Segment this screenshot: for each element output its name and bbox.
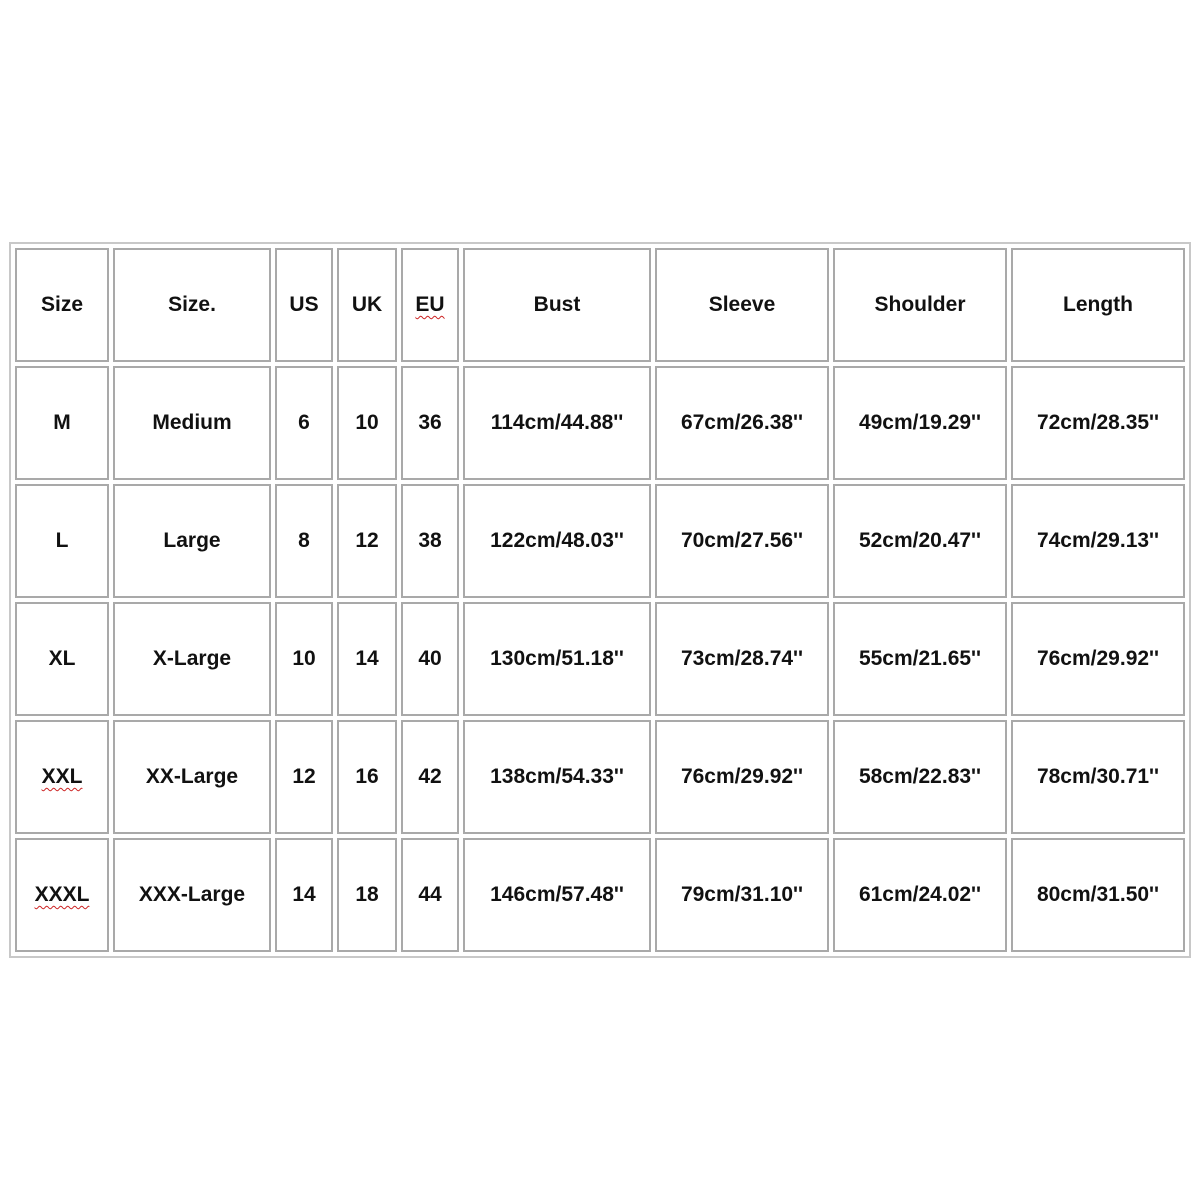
cell-size-name: Medium: [113, 366, 271, 480]
table-row: [15, 366, 1185, 480]
cell-bust: 146cm/57.48'': [463, 838, 651, 952]
header-bust: Bust: [463, 248, 651, 362]
cell-uk: 14: [337, 602, 397, 716]
header-eu: [401, 248, 459, 362]
cell-size: [15, 838, 109, 952]
cell-uk: 10: [337, 366, 397, 480]
cell-bust: 130cm/51.18'': [463, 602, 651, 716]
cell-sleeve: 67cm/26.38'': [655, 366, 829, 480]
table-row: [15, 484, 1185, 598]
header-sleeve: Sleeve: [655, 248, 829, 362]
cell-length: 78cm/30.71'': [1011, 720, 1185, 834]
cell-size-name: Large: [113, 484, 271, 598]
cell-uk: 18: [337, 838, 397, 952]
cell-size: [15, 720, 109, 834]
cell-uk: 16: [337, 720, 397, 834]
size-chart-table: [9, 242, 1191, 958]
cell-size-name: XX-Large: [113, 720, 271, 834]
cell-shoulder: 61cm/24.02'': [833, 838, 1007, 952]
table-row: [15, 602, 1185, 716]
header-uk: UK: [337, 248, 397, 362]
cell-sleeve: 79cm/31.10'': [655, 838, 829, 952]
cell-us: 12: [275, 720, 333, 834]
cell-length: 80cm/31.50'': [1011, 838, 1185, 952]
cell-size: L: [15, 484, 109, 598]
header-length: Length: [1011, 248, 1185, 362]
header-size: Size: [15, 248, 109, 362]
cell-bust: 122cm/48.03'': [463, 484, 651, 598]
header-eu-label: EU: [415, 293, 445, 316]
cell-us: 10: [275, 602, 333, 716]
cell-sleeve: 70cm/27.56'': [655, 484, 829, 598]
cell-eu: 40: [401, 602, 459, 716]
cell-sleeve: 76cm/29.92'': [655, 720, 829, 834]
cell-size-label: XXL: [41, 765, 83, 788]
cell-size: XL: [15, 602, 109, 716]
cell-eu: 44: [401, 838, 459, 952]
table-row: [15, 838, 1185, 952]
cell-eu: 36: [401, 366, 459, 480]
header-size-name: Size.: [113, 248, 271, 362]
cell-length: 74cm/29.13'': [1011, 484, 1185, 598]
cell-bust: 138cm/54.33'': [463, 720, 651, 834]
cell-us: 6: [275, 366, 333, 480]
cell-shoulder: 55cm/21.65'': [833, 602, 1007, 716]
cell-length: 72cm/28.35'': [1011, 366, 1185, 480]
cell-shoulder: 52cm/20.47'': [833, 484, 1007, 598]
cell-size-name: XXX-Large: [113, 838, 271, 952]
cell-eu: 42: [401, 720, 459, 834]
cell-size-label: XXXL: [34, 883, 90, 906]
cell-us: 14: [275, 838, 333, 952]
cell-uk: 12: [337, 484, 397, 598]
cell-eu: 38: [401, 484, 459, 598]
cell-shoulder: 58cm/22.83'': [833, 720, 1007, 834]
cell-length: 76cm/29.92'': [1011, 602, 1185, 716]
cell-bust: 114cm/44.88'': [463, 366, 651, 480]
header-us: US: [275, 248, 333, 362]
cell-us: 8: [275, 484, 333, 598]
table-header-row: [15, 248, 1185, 362]
table-row: [15, 720, 1185, 834]
cell-shoulder: 49cm/19.29'': [833, 366, 1007, 480]
cell-sleeve: 73cm/28.74'': [655, 602, 829, 716]
cell-size: M: [15, 366, 109, 480]
cell-size-name: X-Large: [113, 602, 271, 716]
header-shoulder: Shoulder: [833, 248, 1007, 362]
